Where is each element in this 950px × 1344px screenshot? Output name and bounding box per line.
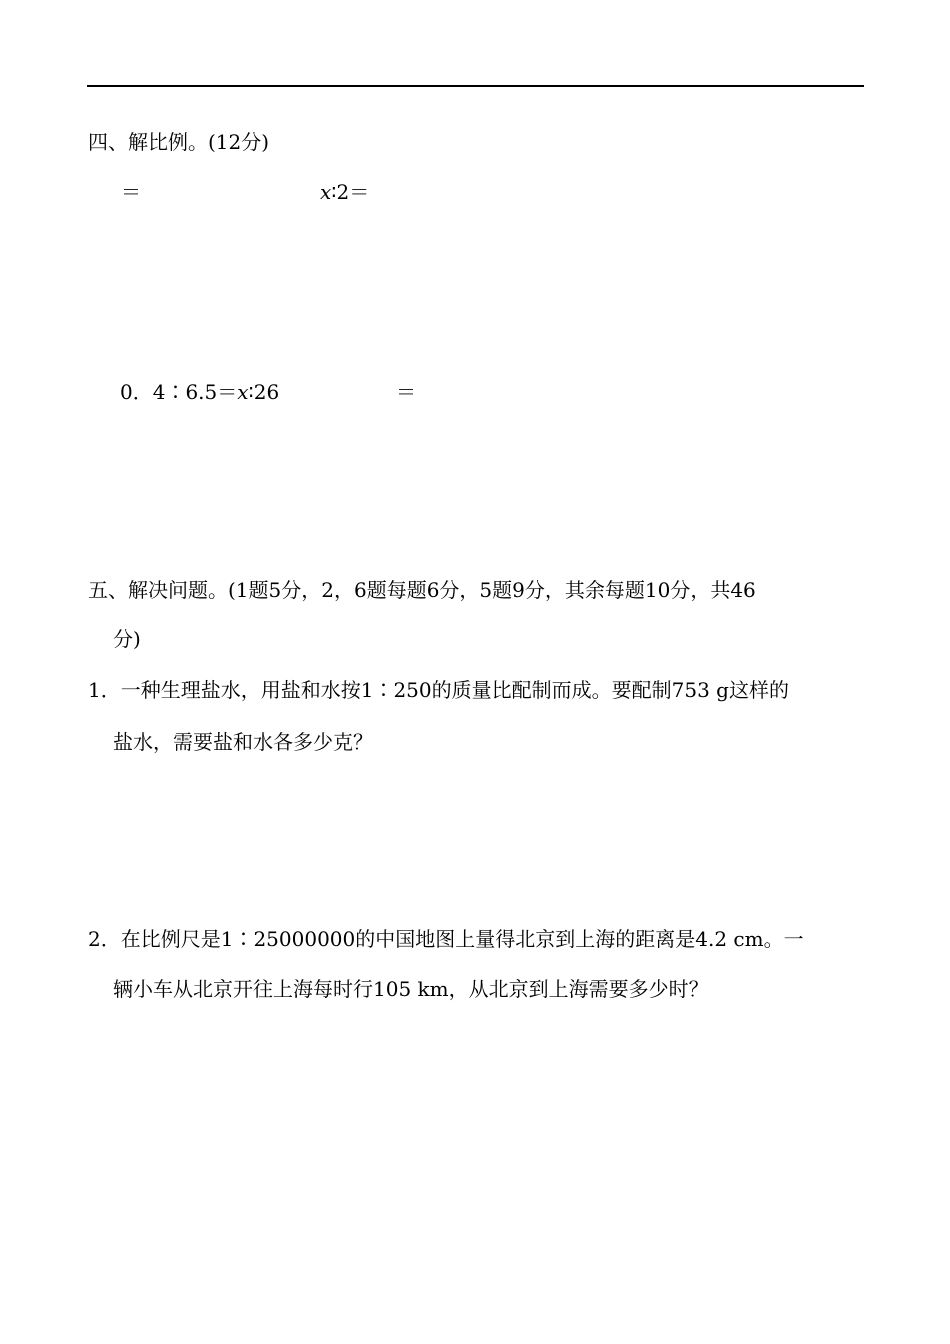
variable-x: x [320,180,332,204]
equation-2 [320,180,369,204]
variable-x: x [237,380,249,404]
header-rule [87,85,864,87]
equation-4: ＝ [396,380,416,404]
section-5-title: 五、解决问题。(1题5分，2，6题每题6分，5题9分，其余每题10分，共46 [88,578,756,602]
section-4-title: 四、解比例。(12分) [88,130,270,154]
equation-3-left: 0．4∶6.5＝ [120,380,238,404]
question-2-cont: 辆小车从北京开往上海每时行105 km，从北京到上海需要多少时？ [113,977,709,1001]
equation-1: ＝ [121,180,141,204]
equation-3 [120,380,279,404]
question-2: 2．在比例尺是1∶25000000的中国地图上量得北京到上海的距离是4.2 cm。一 [88,927,804,951]
question-1-cont: 盐水，需要盐和水各多少克？ [113,730,373,754]
question-1: 1．一种生理盐水，用盐和水按1∶250的质量比配制而成。要配制753 g这样的 [88,678,789,702]
equation-2-rest: ∶2＝ [331,180,370,204]
section-5-title-cont: 分) [113,627,141,651]
equation-3-right: ∶26 [248,380,280,404]
